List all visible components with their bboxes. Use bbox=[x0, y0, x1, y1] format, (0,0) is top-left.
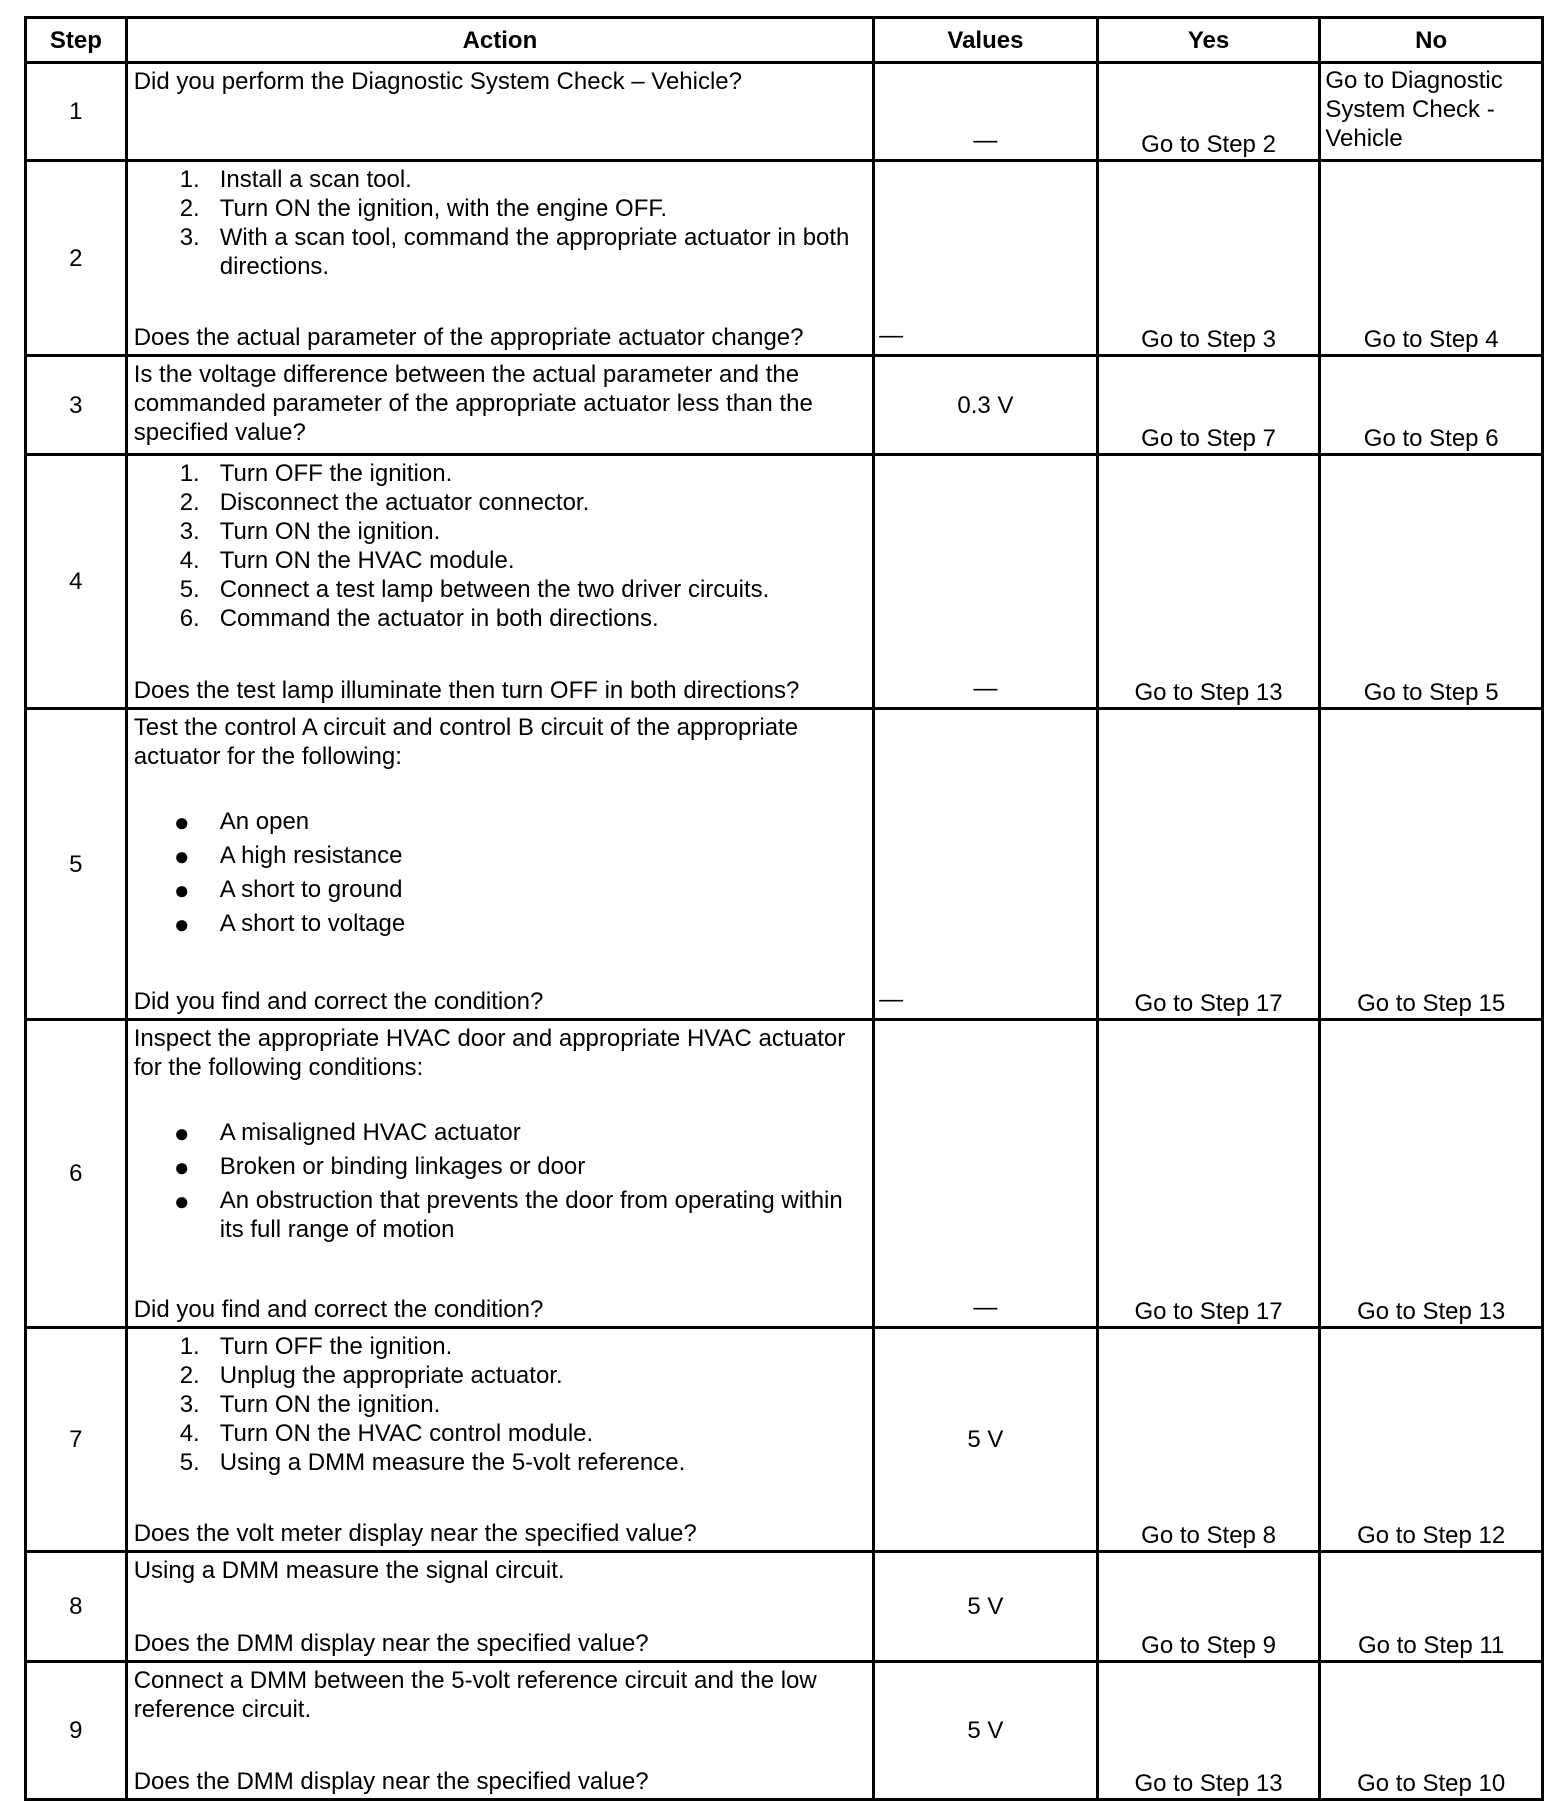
list-item: 3. Turn ON the ignition. bbox=[179, 1391, 441, 1418]
values-cell: — bbox=[874, 161, 1098, 356]
action-cell bbox=[126, 455, 873, 709]
yes-cell: Go to Step 13 bbox=[1097, 455, 1320, 709]
no-cell: Go to Step 12 bbox=[1320, 1328, 1543, 1552]
no-cell: Go to Step 5 bbox=[1320, 455, 1543, 709]
table-row bbox=[26, 356, 1543, 455]
table-row bbox=[26, 455, 1543, 709]
list-item: ● An open bbox=[173, 807, 310, 837]
list-item: 5. Connect a test lamp between the two driver circuits. bbox=[179, 576, 770, 603]
list-item: ● A short to voltage bbox=[173, 909, 406, 939]
yes-cell: Go to Step 2 bbox=[1097, 63, 1320, 161]
action-cell bbox=[126, 161, 873, 356]
header-values: Values bbox=[874, 18, 1098, 63]
action-text: Did you perform the Diagnostic System Check – Vehicle? bbox=[133, 68, 743, 95]
header-row bbox=[26, 18, 1543, 63]
yes-cell: Go to Step 9 bbox=[1097, 1552, 1320, 1662]
step-number: 1 bbox=[26, 63, 127, 161]
list-item: ● Broken or binding linkages or door bbox=[173, 1152, 586, 1182]
list-item: 2. Disconnect the actuator connector. bbox=[179, 489, 590, 516]
action-question: Does the test lamp illuminate then turn OFF in both directions? bbox=[133, 677, 800, 704]
procedure-list bbox=[134, 1332, 866, 1477]
list-item: 3. With a scan tool, command the appropriate actuator in both directions. bbox=[179, 224, 850, 280]
action-question: Does the volt meter display near the specified value? bbox=[133, 1520, 697, 1547]
list-item: 1. Turn OFF the ignition. bbox=[179, 460, 453, 487]
table-row bbox=[26, 1662, 1543, 1800]
no-cell: Go to Step 10 bbox=[1320, 1662, 1543, 1800]
yes-cell: Go to Step 13 bbox=[1097, 1662, 1320, 1800]
yes-cell: Go to Step 3 bbox=[1097, 161, 1320, 356]
action-cell bbox=[126, 1552, 873, 1662]
table-row bbox=[26, 63, 1543, 161]
step-number: 6 bbox=[26, 1020, 127, 1328]
step-number: 7 bbox=[26, 1328, 127, 1552]
no-cell: Go to Diagnostic System Check - Vehicle bbox=[1320, 63, 1543, 161]
header-yes: Yes bbox=[1097, 18, 1320, 63]
list-item: 4. Turn ON the HVAC control module. bbox=[179, 1420, 594, 1447]
step-number: 9 bbox=[26, 1662, 127, 1800]
action-question: Did you find and correct the condition? bbox=[133, 988, 544, 1015]
values-cell: 5 V bbox=[874, 1552, 1098, 1662]
header-step: Step bbox=[26, 18, 127, 63]
header-no: No bbox=[1320, 18, 1543, 63]
list-item: 1. Install a scan tool. bbox=[179, 166, 412, 193]
step-number: 5 bbox=[26, 709, 127, 1020]
no-cell: Go to Step 6 bbox=[1320, 356, 1543, 455]
table-row bbox=[26, 1020, 1543, 1328]
action-question: Does the DMM display near the specified value? bbox=[133, 1630, 649, 1657]
yes-cell: Go to Step 7 bbox=[1097, 356, 1320, 455]
no-cell: Go to Step 4 bbox=[1320, 161, 1543, 356]
list-item: ● A misaligned HVAC actuator bbox=[173, 1118, 521, 1148]
list-item: ● A short to ground bbox=[173, 875, 403, 905]
table-row bbox=[26, 1552, 1543, 1662]
procedure-list bbox=[134, 459, 866, 633]
values-cell: 5 V bbox=[874, 1662, 1098, 1800]
list-item: 5. Using a DMM measure the 5-volt reference. bbox=[179, 1449, 686, 1476]
list-item: 1. Turn OFF the ignition. bbox=[179, 1333, 453, 1360]
action-cell bbox=[126, 1020, 873, 1328]
action-text: Connect a DMM between the 5-volt reference circuit and the low reference circuit. bbox=[133, 1667, 817, 1723]
values-cell: — bbox=[874, 63, 1098, 161]
yes-cell: Go to Step 17 bbox=[1097, 1020, 1320, 1328]
values-cell: — bbox=[874, 1020, 1098, 1328]
action-cell bbox=[126, 709, 873, 1020]
values-cell: — bbox=[874, 709, 1098, 1020]
step-number: 2 bbox=[26, 161, 127, 356]
no-cell: Go to Step 15 bbox=[1320, 709, 1543, 1020]
list-item: 6. Command the actuator in both directions. bbox=[179, 605, 659, 632]
yes-cell: Go to Step 17 bbox=[1097, 709, 1320, 1020]
action-cell bbox=[126, 1328, 873, 1552]
action-text: Test the control A circuit and control B circuit of the appropriate actuator for the following: bbox=[133, 714, 799, 770]
action-question: Did you find and correct the condition? bbox=[133, 1296, 544, 1323]
action-question: Does the actual parameter of the appropriate actuator change? bbox=[133, 324, 804, 351]
action-cell bbox=[126, 63, 873, 161]
list-item: 2. Turn ON the ignition, with the engine OFF. bbox=[179, 195, 668, 222]
step-number: 8 bbox=[26, 1552, 127, 1662]
step-number: 3 bbox=[26, 356, 127, 455]
header-action: Action bbox=[126, 18, 873, 63]
action-question: Does the DMM display near the specified value? bbox=[133, 1768, 649, 1795]
table-row bbox=[26, 161, 1543, 356]
table-row bbox=[26, 1328, 1543, 1552]
action-text: Is the voltage difference between the actual parameter and the commanded parameter of the appropriate actuator less than the specified value? bbox=[133, 361, 813, 446]
table-row bbox=[26, 709, 1543, 1020]
list-item: 4. Turn ON the HVAC module. bbox=[179, 547, 515, 574]
action-cell bbox=[126, 1662, 873, 1800]
step-number: 4 bbox=[26, 455, 127, 709]
action-text: Using a DMM measure the signal circuit. bbox=[133, 1557, 565, 1584]
procedure-list bbox=[134, 165, 866, 281]
values-cell: 5 V bbox=[874, 1328, 1098, 1552]
list-item: 2. Unplug the appropriate actuator. bbox=[179, 1362, 563, 1389]
list-item: 3. Turn ON the ignition. bbox=[179, 518, 441, 545]
values-cell: — bbox=[874, 455, 1098, 709]
no-cell: Go to Step 13 bbox=[1320, 1020, 1543, 1328]
condition-list bbox=[134, 805, 866, 941]
condition-list bbox=[134, 1116, 866, 1244]
list-item: ● An obstruction that prevents the door from operating within its full range of motion bbox=[173, 1186, 843, 1243]
no-cell: Go to Step 11 bbox=[1320, 1552, 1543, 1662]
values-cell: 0.3 V bbox=[874, 356, 1098, 455]
diagnostic-table bbox=[24, 16, 1544, 1801]
action-cell bbox=[126, 356, 873, 455]
list-item: ● A high resistance bbox=[173, 841, 403, 871]
yes-cell: Go to Step 8 bbox=[1097, 1328, 1320, 1552]
action-text: Inspect the appropriate HVAC door and appropriate HVAC actuator for the following conditions: bbox=[133, 1025, 846, 1081]
